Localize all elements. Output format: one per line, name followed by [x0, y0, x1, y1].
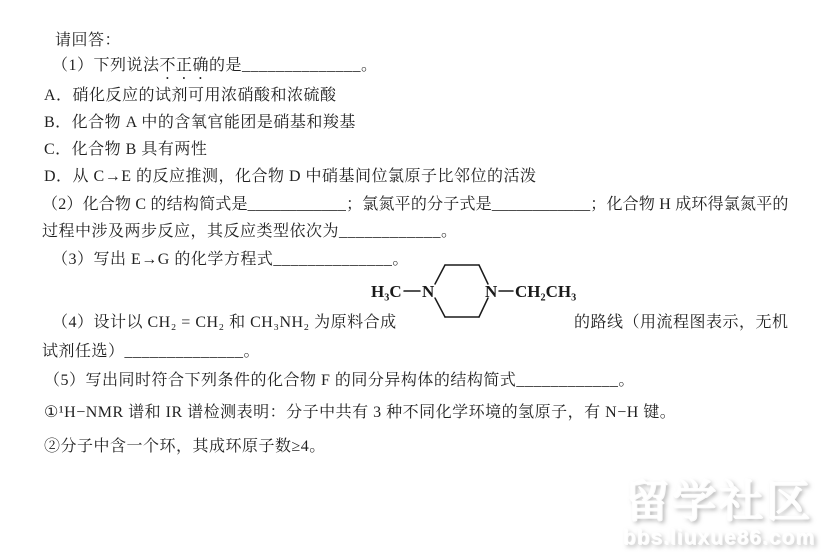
watermark-url: bbs.liuxue86.com — [622, 525, 815, 549]
piperazine-structure-diagram — [371, 256, 577, 324]
structure-right-n-label: N — [485, 282, 498, 301]
q5-condition-1: ①¹H−NMR 谱和 IR 谱检测表明：分子中共有 3 种不同化学环境的氢原子，有 N−H 键。 — [44, 404, 677, 421]
q3-line: （3）写出 E→G 的化学方程式______________。 — [52, 251, 409, 268]
q5-condition-2: ②分子中含一个环，其成环原子数≥4。 — [44, 438, 326, 455]
watermark — [622, 476, 815, 549]
structure-right-group-label: CH₂CH₃ — [515, 282, 577, 301]
q1-stem-prefix: （1）下列说法 — [52, 57, 160, 74]
q4-line2: 试剂任选）______________。 — [42, 343, 261, 360]
q1-option-d: D．从 C→E 的反应推测，化合物 D 中硝基间位氯原子比邻位的活泼 — [44, 168, 537, 185]
ring-bond-4 — [435, 298, 445, 317]
q1-stem-period: 。 — [361, 57, 378, 74]
watermark-title: 留学社区 — [624, 476, 813, 526]
ring-bond-1 — [435, 265, 445, 284]
q1-stem-suffix: 的是 — [209, 57, 243, 74]
q1-option-a: A．硝化反应的试剂可用浓硝酸和浓硫酸 — [44, 87, 337, 104]
q4-line1-left: （4）设计以 CH₂ = CH₂ 和 CH₃NH₂ 为原料合成 — [52, 314, 397, 331]
q1-option-b: B．化合物 A 中的含氧官能团是硝基和羧基 — [44, 114, 356, 131]
q2-line1: （2）化合物 C 的结构简式是____________；氯氮平的分子式是____________；化合物 H 成环得氯氮平的 — [42, 196, 789, 213]
q2-line2: 过程中涉及两步反应，其反应类型依次为____________。 — [42, 223, 458, 240]
q1-stem-emphasized: 不正确 — [159, 57, 210, 74]
q4-line1-right: 的路线（用流程图表示，无机 — [574, 314, 789, 331]
q5-line: （5）写出同时符合下列条件的化合物 F 的同分异构体的结构简式____________。 — [44, 372, 635, 389]
structure-left-n-label: N — [422, 282, 435, 301]
intro-line: 请回答： — [55, 32, 122, 49]
q1-option-c: C．化合物 B 具有两性 — [44, 141, 208, 158]
q1-stem — [52, 52, 378, 83]
structure-left-group-label: H₃C — [371, 282, 402, 301]
q1-answer-blank: ______________ — [242, 57, 362, 74]
